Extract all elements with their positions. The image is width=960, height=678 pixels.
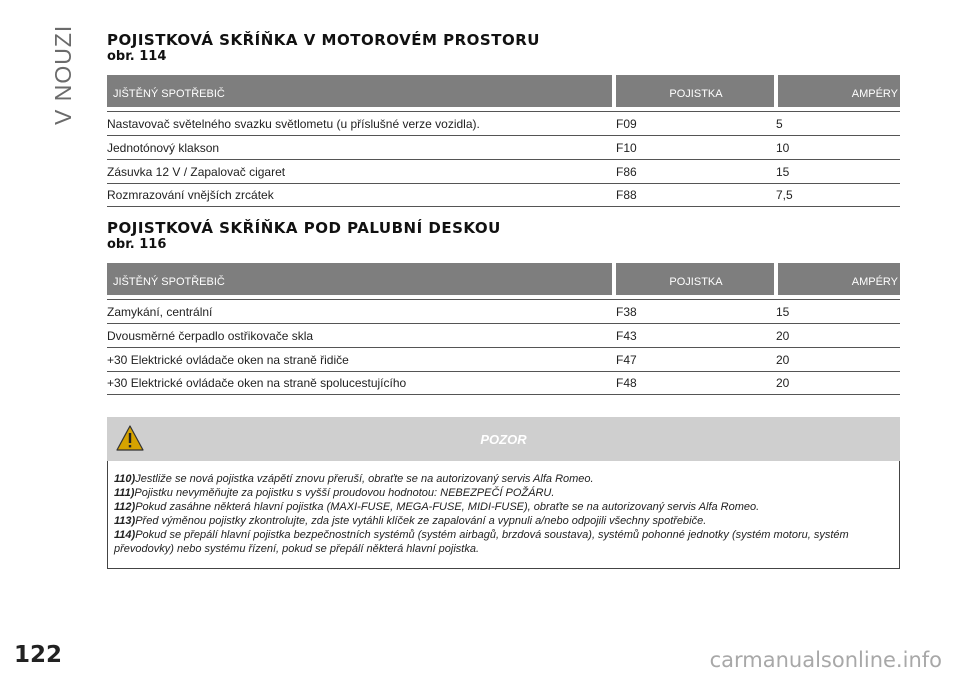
- cell-amps: 20: [776, 376, 790, 390]
- warning-note: [114, 514, 893, 528]
- section-figure-ref: obr. 116: [107, 237, 167, 252]
- watermark: carmanualsonline.info: [709, 648, 942, 672]
- cell-amps: 15: [776, 164, 790, 179]
- table-row: [107, 299, 900, 323]
- section-title: POJISTKOVÁ SKŘÍŇKA POD PALUBNÍ DESKOU: [107, 219, 501, 237]
- section-title: POJISTKOVÁ SKŘÍŇKA V MOTOROVÉM PROSTORU: [107, 31, 540, 49]
- note-text: Před výměnou pojistky zkontrolujte, zda jste vytáhli klíček ze zapalování a vypnuli a/nebo odpojili všechny spotřebiče.: [135, 515, 707, 527]
- cell-consumer: +30 Elektrické ovládače oken na straně řidiče: [107, 352, 349, 367]
- cell-fuse: F38: [616, 304, 637, 319]
- table-row: [107, 135, 900, 159]
- note-text: Jestliže se nová pojistka vzápětí znovu přeruší, obraťte se na autorizovaný servis Alfa Romeo.: [135, 473, 594, 485]
- warning-header: [107, 417, 900, 461]
- table-row: [107, 183, 900, 207]
- column-header-consumer: JIŠTĚNÝ SPOTŘEBIČ: [107, 263, 612, 295]
- table-body: [107, 111, 900, 207]
- cell-amps: 15: [776, 304, 790, 319]
- note-number: 112): [114, 501, 136, 513]
- table-row: [107, 347, 900, 371]
- cell-amps: 5: [776, 116, 783, 131]
- note-number: 111): [114, 487, 135, 499]
- cell-amps: 7,5: [776, 188, 793, 202]
- cell-consumer: +30 Elektrické ovládače oken na straně spolucestujícího: [107, 376, 407, 390]
- column-header-fuse: POJISTKA: [616, 75, 774, 107]
- warning-note: [114, 486, 893, 500]
- note-text: Pokud zasáhne některá hlavní pojistka (MAXI-FUSE, MEGA-FUSE, MIDI-FUSE), obraťte se na autorizovaný servis Alfa Romeo.: [135, 501, 760, 513]
- warning-note: [114, 500, 893, 514]
- table-body: [107, 299, 900, 395]
- table-row: [107, 111, 900, 135]
- warning-notes: [107, 461, 900, 569]
- warning-box: [107, 417, 900, 569]
- note-number: 114): [114, 529, 136, 541]
- page-number: 122: [14, 642, 63, 668]
- table-header: [107, 75, 900, 107]
- table-header: [107, 263, 900, 295]
- fuse-box-dashboard-section: [107, 219, 900, 395]
- cell-consumer: Jednotónový klakson: [107, 140, 220, 155]
- column-header-consumer: JIŠTĚNÝ SPOTŘEBIČ: [107, 75, 612, 107]
- warning-note: [114, 528, 893, 556]
- cell-fuse: F86: [616, 164, 637, 179]
- cell-amps: 10: [776, 140, 790, 155]
- warning-triangle-icon: [115, 423, 145, 453]
- cell-amps: 20: [776, 328, 790, 343]
- cell-consumer: Nastavovač světelného svazku světlometu (u příslušné verze vozidla).: [107, 116, 480, 131]
- cell-consumer: Rozmrazování vnějších zrcátek: [107, 188, 274, 202]
- cell-consumer: Dvousměrné čerpadlo ostřikovače skla: [107, 328, 314, 343]
- table-row: [107, 159, 900, 183]
- side-tab-label: V NOUZI: [50, 24, 76, 125]
- cell-fuse: F10: [616, 140, 637, 155]
- cell-fuse: F88: [616, 188, 637, 202]
- section-figure-ref: obr. 114: [107, 49, 167, 64]
- fuse-box-engine-section: [107, 31, 900, 207]
- cell-consumer: Zamykání, centrální: [107, 304, 213, 319]
- warning-note: [114, 472, 893, 486]
- cell-fuse: F48: [616, 376, 637, 390]
- column-header-fuse: POJISTKA: [616, 263, 774, 295]
- column-header-amps: AMPÉRY: [778, 75, 900, 107]
- cell-fuse: F47: [616, 352, 637, 367]
- table-row: [107, 371, 900, 395]
- cell-fuse: F43: [616, 328, 637, 343]
- table-row: [107, 323, 900, 347]
- note-text: Pokud se přepálí hlavní pojistka bezpečnostních systémů (systém airbagů, brzdová soustava), systémů pohonné jednotky (systém motoru, systém převodovky) nebo systému řízení, pokud se přepálí některá hlavní pojistka.: [114, 529, 849, 555]
- column-header-amps: AMPÉRY: [778, 263, 900, 295]
- warning-title: POZOR: [480, 431, 527, 447]
- note-number: 110): [114, 473, 136, 485]
- cell-consumer: Zásuvka 12 V / Zapalovač cigaret: [107, 164, 286, 179]
- cell-fuse: F09: [616, 116, 637, 131]
- note-text: Pojistku nevyměňujte za pojistku s vyšší proudovou hodnotou: NEBEZPEČÍ POŽÁRU.: [134, 487, 555, 499]
- note-number: 113): [114, 515, 136, 527]
- cell-amps: 20: [776, 352, 790, 367]
